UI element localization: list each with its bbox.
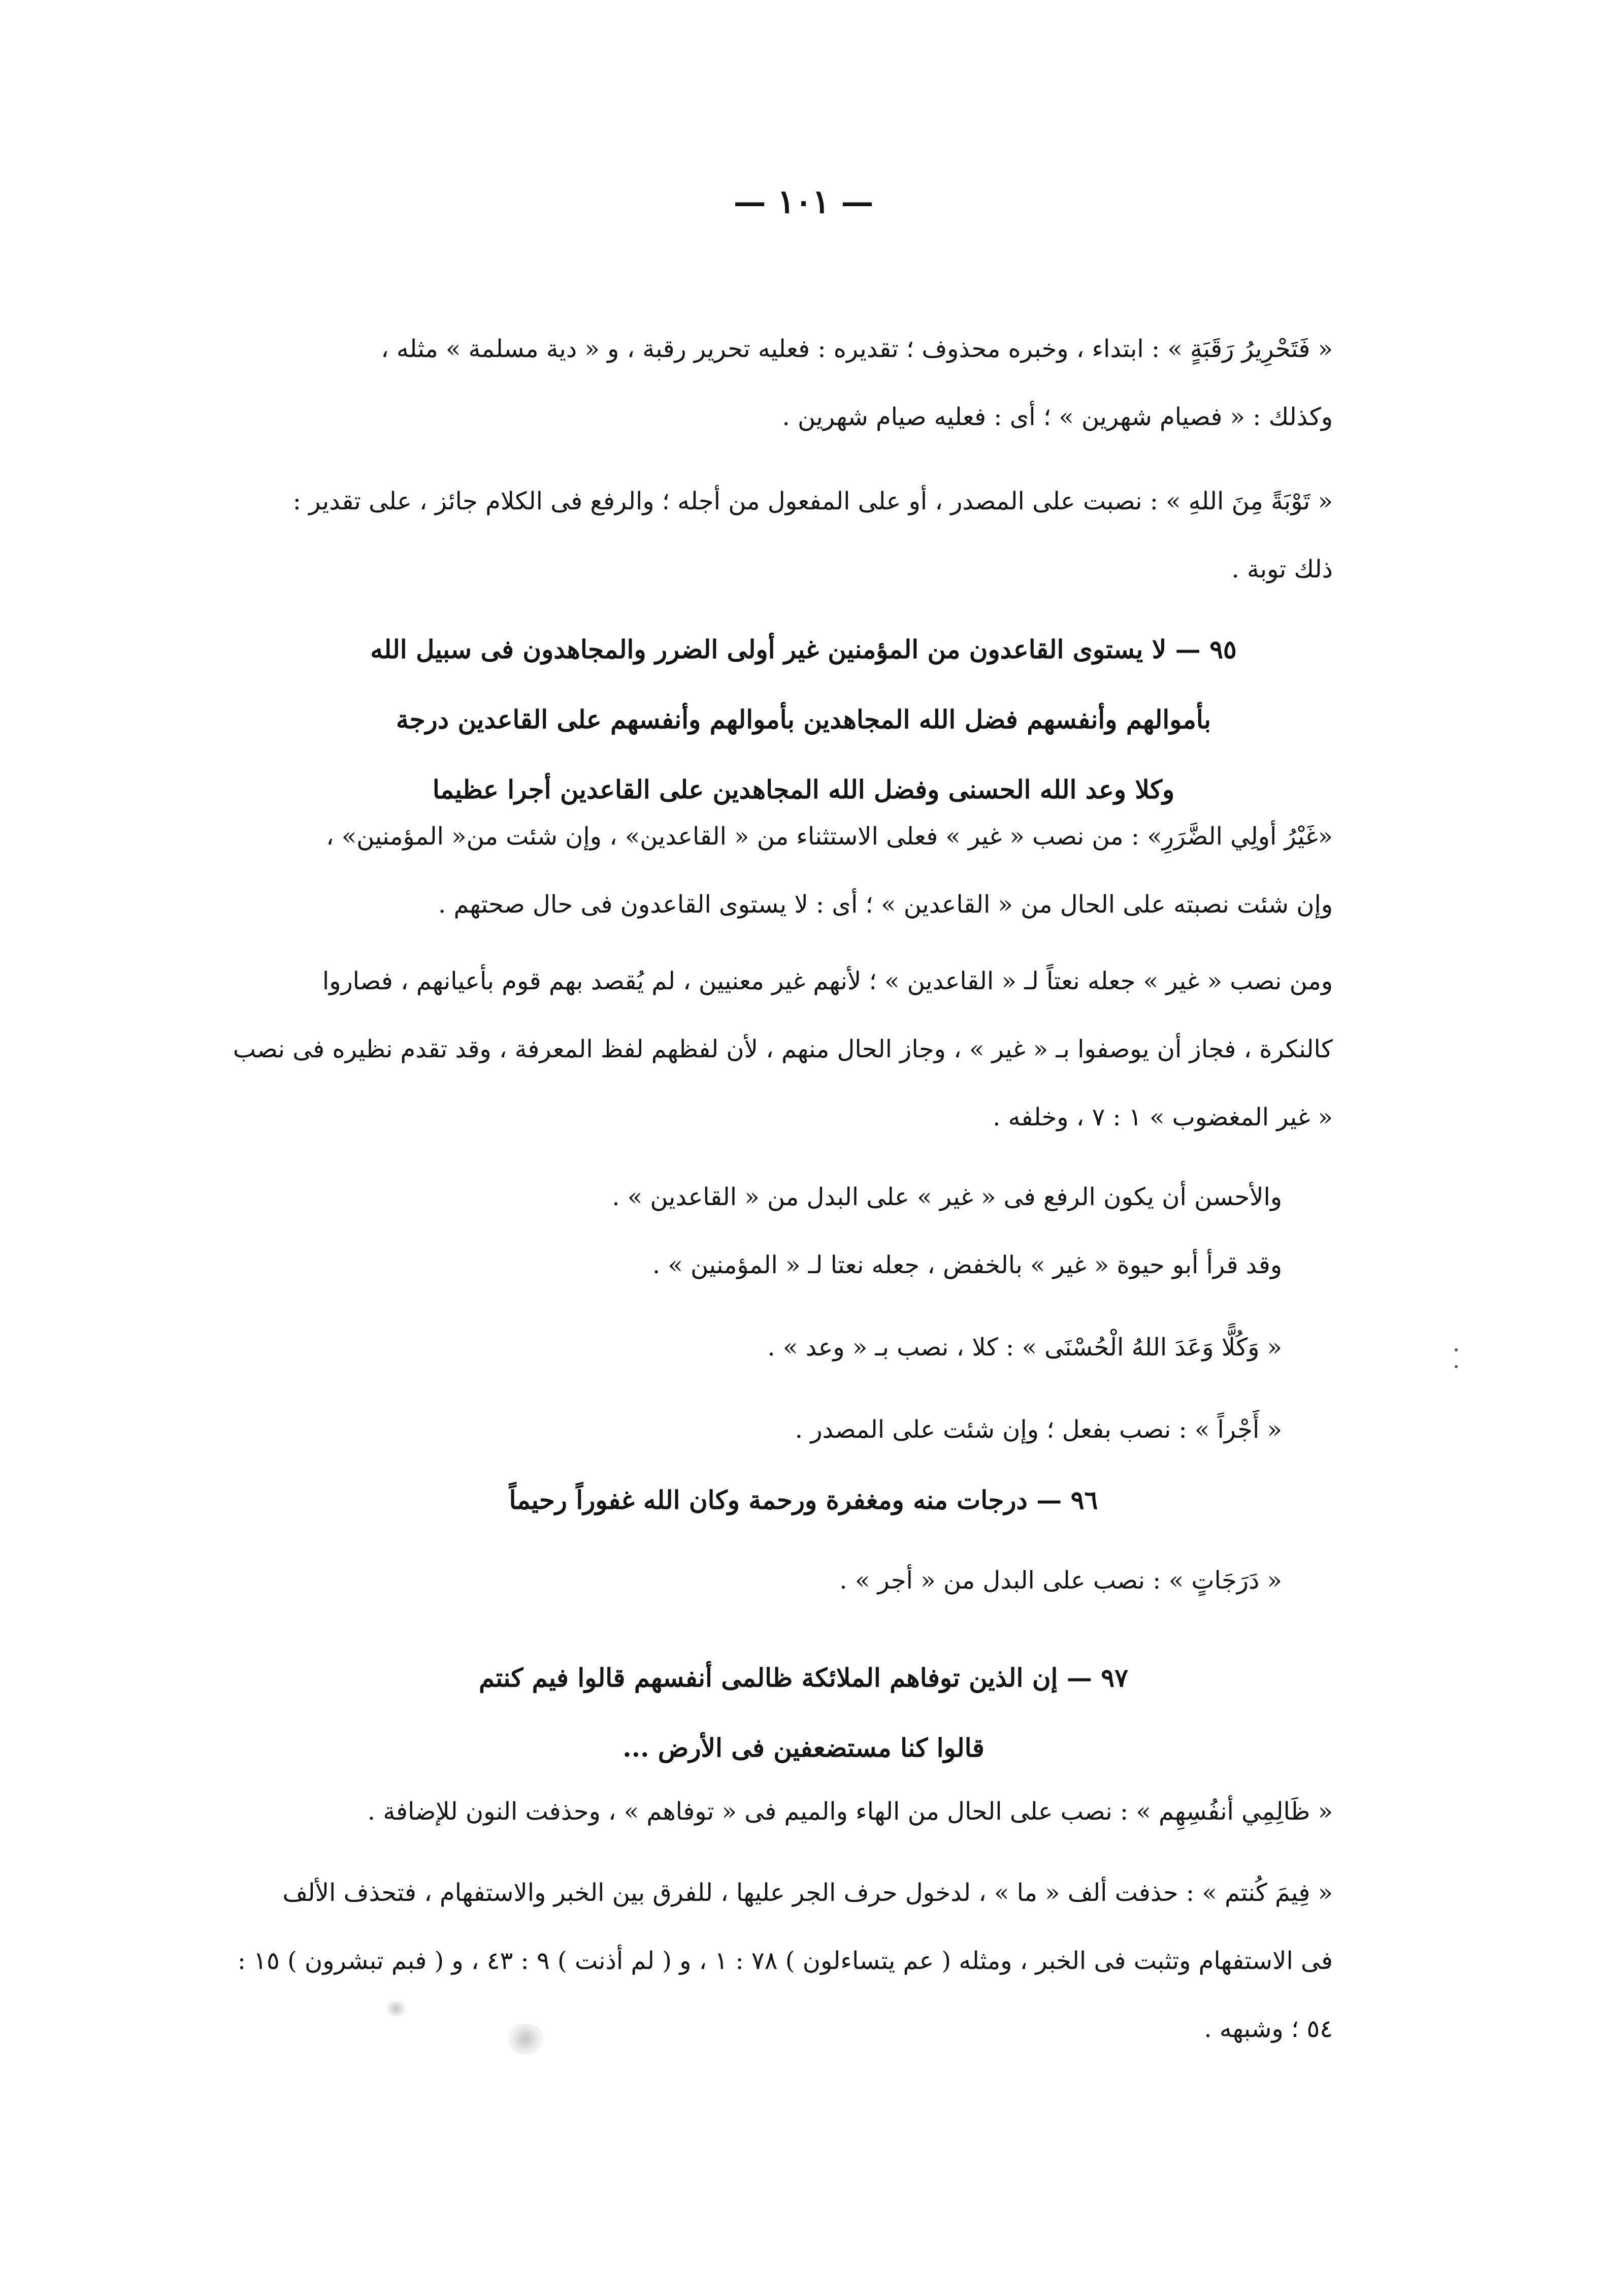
paragraph-line: « وَكُلًّا وَعَدَ اللهُ الْحُسْنَى » : كلا ، نصب بـ « وعد » . [767,1333,1282,1362]
verse-line: قالوا كنا مستضعفين فى الأرض ... [622,1733,985,1763]
scan-speck [1455,1365,1458,1368]
paragraph-line: ٥٤ ؛ وشبهه . [1204,2015,1333,2043]
verse-97 [0,1643,1607,1783]
paragraph-line: وكذلك : « فصيام شهرين » ؛ أى : فعليه صيام شهرين . [782,403,1333,431]
verse-line: ٩٧ — إن الذين توفاهم الملائكة ظالمى أنفسهم قالوا فيم كنتم [479,1663,1128,1693]
paragraph-line: وإن شئت نصبته على الحال من « القاعدين » ؛ أى : لا يستوى القاعدون فى حال صحتهم . [438,890,1333,919]
paragraph-line: « ظَالِمِي أنفُسِهِم » : نصب على الحال من الهاء والميم فى « توفاهم » ، وحذفت النون للإضافة . [367,1797,1333,1826]
paragraph-line: « فِيمَ كُنتم » : حذفت ألف « ما » ، لدخول حرف الجر عليها ، للفرق بين الخبر والاستفهام ، فتحذف الألف [282,1879,1333,1907]
commentary-paragraph-6 [267,1546,1282,1614]
paragraph-line: « غير المغضوب » ١ : ٧ ، وخلفه . [993,1103,1333,1131]
verse-line: ٩٥ — لا يستوى القاعدون من المؤمنين غير أولى الضرر والمجاهدون فى سبيل الله [370,634,1237,664]
verse-95 [0,615,1607,825]
ink-stain [386,2001,406,2016]
paragraph-line: والأحسن أن يكون الرفع فى « غير » على البدل من « القاعدين » . [612,1183,1282,1211]
commentary-paragraph-1 [216,315,1333,451]
paragraph-line: «غَيْرُ أولِي الضَّرَرِ» : من نصب « غير » فعلى الاستثناء من « القاعدين» ، وإن شئت من« المؤمنين» ، [326,822,1333,851]
commentary-paragraph-2 [216,467,1333,603]
commentary-notes [267,1163,1282,1464]
verse-96 [0,1465,1607,1535]
commentary-paragraph-3 [216,802,1333,939]
paragraph-line: « دَرَجَاتٍ » : نصب على البدل من « أجر » . [839,1566,1282,1595]
paragraph-line: فى الاستفهام وتثبت فى الخبر ، ومثله ( عم يتساءلون ) ٧٨ : ١ ، و ( لم أذنت ) ٩ : ٤٣ ، و ( فبم تبشرون ) ١٥ : [237,1947,1333,1975]
commentary-paragraph-7 [216,1777,1333,1846]
verse-line: ٩٦ — درجات منه ومغفرة ورحمة وكان الله غفوراً رحيماً [509,1485,1098,1515]
paragraph-line: « فَتَحْرِيرُ رَقَبَةٍ » : ابتداء ، وخبره محذوف ؛ تقديره : فعليه تحرير رقبة ، و « دية مسلمة » مثله ، [381,335,1333,363]
paragraph-line: « أَجْراً » : نصب بفعل ؛ وإن شئت على المصدر . [795,1415,1282,1444]
paragraph-line: ومن نصب « غير » جعله نعتاً لـ « القاعدين » ؛ لأنهم غير معنيين ، لم يُقصد بهم قوم بأعيانهم ، فصاروا [322,967,1333,995]
paragraph-line: ذلك توبة . [1231,555,1333,584]
ink-stain [508,2024,543,2054]
paragraph-line: وقد قرأ أبو حيوة « غير » بالخفض ، جعله نعتا لـ « المؤمنين » . [652,1251,1282,1279]
paragraph-line: كالنكرة ، فجاز أن يوصفوا بـ « غير » ، وجاز الحال منهم ، لأن لفظهم لفظ المعرفة ، وقد تقدم نظيره فى نصب [233,1035,1333,1063]
commentary-paragraph-8 [216,1859,1333,2063]
paragraph-line: « تَوْبَةً مِنَ اللهِ » : نصبت على المصدر ، أو على المفعول من أجله ؛ والرفع فى الكلام جائز ، على تقدير : [292,487,1333,515]
verse-line: وكلا وعد الله الحسنى وفضل الله المجاهدين على القاعدين أجرا عظيما [432,774,1175,804]
scan-speck [1455,1348,1458,1351]
commentary-paragraph-4 [216,947,1333,1151]
verse-line: بأموالهم وأنفسهم فضل الله المجاهدين بأموالهم وأنفسهم على القاعدين درجة [396,704,1211,734]
page-number: — ١٠١ — [733,183,874,221]
